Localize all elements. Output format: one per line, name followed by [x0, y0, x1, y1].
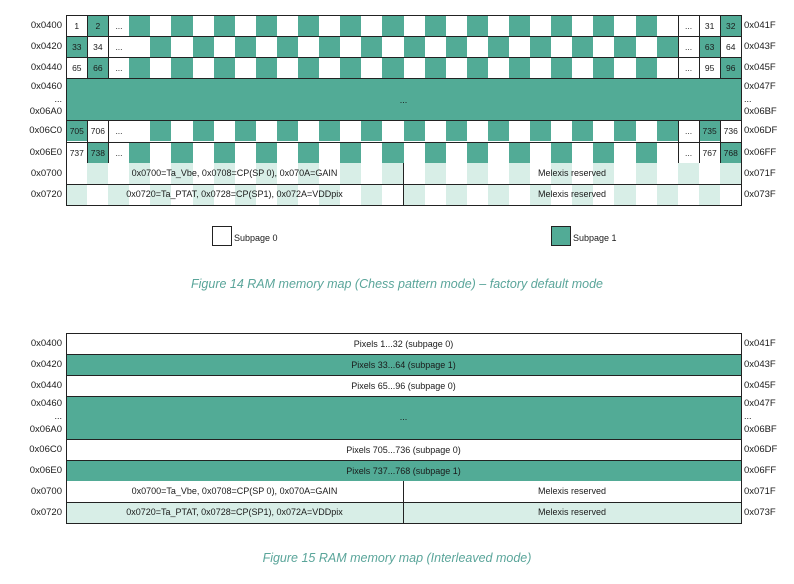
pixel-cell [488, 142, 510, 163]
pixel-cell [657, 142, 679, 163]
pixel-cell-labeled: 706 [87, 120, 109, 141]
pixel-cell [298, 15, 320, 36]
pixel-cell-labeled: 1 [66, 15, 88, 36]
pixel-cell [150, 15, 172, 36]
pixel-cell [214, 120, 236, 141]
start-address-label: 0x06E0 [29, 465, 62, 476]
gap-address-ellipsis: ... [744, 411, 752, 421]
pixel-cell [572, 142, 594, 163]
pixel-cell [193, 36, 215, 57]
start-address-label: 0x0720 [30, 189, 62, 200]
pixel-row-band: Pixels 1...32 (subpage 0) [66, 333, 741, 354]
pixel-cell [593, 57, 615, 78]
pixel-cell [593, 120, 615, 141]
pixel-cell [214, 36, 236, 57]
figure15-caption: Figure 15 RAM memory map (Interleaved mode) [262, 551, 532, 565]
grid-line [66, 354, 741, 355]
pixel-cell-labeled: ... [108, 142, 130, 163]
pixel-cell [340, 36, 362, 57]
pixel-cell [129, 57, 151, 78]
pixel-cell-labeled: 2 [87, 15, 109, 36]
pixel-cell [425, 142, 447, 163]
pixel-cell [193, 142, 215, 163]
pixel-cell [530, 57, 552, 78]
pixel-cell [488, 57, 510, 78]
pixel-cell [382, 142, 404, 163]
grid-line [87, 120, 88, 163]
pixel-cell-labeled: 32 [720, 15, 742, 36]
pixel-cell [593, 142, 615, 163]
pixel-cell [551, 120, 573, 141]
figure14-caption: Figure 14 RAM memory map (Chess pattern mode) – factory default mode [191, 277, 603, 291]
grid-line [699, 120, 700, 163]
pixel-cell [256, 15, 278, 36]
pixel-cell [657, 36, 679, 57]
pixel-cell [636, 36, 658, 57]
grid-line [66, 439, 741, 440]
pixel-cell [319, 15, 341, 36]
pixel-cell [235, 15, 257, 36]
gap-start-address: 0x0460 [30, 398, 62, 409]
pixel-cell [361, 15, 383, 36]
reserved-area-label: Melexis reserved [537, 189, 607, 199]
start-address-label: 0x0720 [30, 507, 62, 518]
gap-address-ellipsis: ... [54, 411, 62, 421]
gap-address-ellipsis: ... [54, 94, 62, 104]
pixel-cell [509, 142, 531, 163]
pixel-cell [214, 57, 236, 78]
pixel-cell [361, 57, 383, 78]
pixel-cell [404, 15, 426, 36]
grid-line [720, 120, 721, 163]
pixel-cell [425, 36, 447, 57]
pixel-cell [129, 36, 151, 57]
pixel-cell [446, 15, 468, 36]
pixel-cell [446, 36, 468, 57]
pixel-cell [446, 120, 468, 141]
pixel-cell [488, 120, 510, 141]
pixel-cell [404, 57, 426, 78]
grid-line [66, 333, 741, 334]
pixel-cell [425, 57, 447, 78]
pixel-row-band: Pixels 705...736 (subpage 0) [66, 439, 741, 460]
pixel-cell [150, 120, 172, 141]
pixel-cell [319, 36, 341, 57]
pixel-cell-labeled: ... [678, 120, 700, 141]
pixel-cell [636, 120, 658, 141]
start-address-label: 0x0440 [30, 62, 62, 73]
pixel-cell [425, 120, 447, 141]
start-address-label: 0x0700 [30, 168, 62, 179]
pixel-row-band: Pixels 65...96 (subpage 0) [66, 375, 741, 396]
pixel-cell [530, 120, 552, 141]
pixel-cell-labeled: 65 [66, 57, 88, 78]
pixel-cell [509, 15, 531, 36]
grid-line [66, 396, 741, 397]
end-address-label: 0x043F [744, 41, 776, 52]
pixel-cell-labeled: 95 [699, 57, 721, 78]
pixel-cell [509, 120, 531, 141]
grid-line [678, 15, 679, 78]
grid-line [66, 15, 67, 78]
grid-line [66, 460, 741, 461]
start-address-label: 0x0400 [30, 20, 62, 31]
pixel-cell [298, 120, 320, 141]
pixel-cell [404, 142, 426, 163]
grid-line [741, 15, 742, 78]
pixel-cell-labeled: 64 [720, 36, 742, 57]
pixel-cell [657, 15, 679, 36]
grid-line [741, 120, 742, 163]
pixel-cell [551, 15, 573, 36]
pixel-row-band: Pixels 737...768 (subpage 1) [66, 460, 741, 481]
pixel-cell [193, 15, 215, 36]
pixel-cell [636, 15, 658, 36]
pixel-cell [488, 36, 510, 57]
pixel-cell [530, 15, 552, 36]
pixel-cell [467, 15, 489, 36]
pixel-cell [277, 36, 299, 57]
pixel-cell [129, 15, 151, 36]
legend-swatch-subpage0 [212, 226, 232, 246]
pixel-cell [657, 120, 679, 141]
pixel-row-band: Pixels 33...64 (subpage 1) [66, 354, 741, 375]
pixel-cell [614, 36, 636, 57]
pixel-cell [340, 120, 362, 141]
reserved-area-label: Melexis reserved [537, 507, 607, 517]
pixel-cell [277, 15, 299, 36]
pixel-cell [382, 36, 404, 57]
end-address-label: 0x073F [744, 189, 776, 200]
pixel-cell [636, 57, 658, 78]
gap-ellipsis: ... [399, 95, 408, 105]
pixel-cell [235, 142, 257, 163]
grid-line [678, 120, 679, 163]
end-address-label: 0x043F [744, 359, 776, 370]
pixel-cell [171, 15, 193, 36]
pixel-cell [404, 36, 426, 57]
grid-line [66, 120, 67, 163]
pixel-cell [256, 36, 278, 57]
pixel-cell-labeled: 96 [720, 57, 742, 78]
pixel-cell [129, 142, 151, 163]
pixel-cell [614, 57, 636, 78]
end-address-label: 0x06FF [744, 147, 777, 158]
start-address-label: 0x0420 [30, 41, 62, 52]
grid-line [66, 57, 741, 58]
reserved-area-label: Melexis reserved [537, 168, 607, 178]
pixel-cell [193, 120, 215, 141]
pixel-cell [298, 36, 320, 57]
pixel-cell-labeled: ... [108, 15, 130, 36]
pixel-cell-labeled: 34 [87, 36, 109, 57]
pixel-cell [171, 36, 193, 57]
pixel-cell [214, 142, 236, 163]
grid-line [66, 120, 741, 121]
end-address-label: 0x071F [744, 486, 776, 497]
pixel-cell-labeled: ... [678, 57, 700, 78]
ram-register-description: 0x0720=Ta_PTAT, 0x0728=CP(SP1), 0x072A=VDDpix [126, 507, 343, 517]
pixel-cell [298, 142, 320, 163]
gap-start-address: 0x047F [744, 398, 776, 409]
pixel-cell [551, 57, 573, 78]
gap-end-address: 0x06BF [744, 106, 777, 117]
pixel-cell [467, 120, 489, 141]
pixel-cell [593, 15, 615, 36]
grid-line [66, 15, 741, 16]
pixel-cell [129, 120, 151, 141]
pixel-cell [530, 36, 552, 57]
pixel-cell [572, 36, 594, 57]
pixel-cell [551, 142, 573, 163]
end-address-label: 0x073F [744, 507, 776, 518]
grid-line [403, 163, 404, 205]
pixel-cell [382, 15, 404, 36]
legend-label-subpage0: Subpage 0 [234, 233, 278, 243]
end-address-label: 0x06FF [744, 465, 777, 476]
pixel-cell [657, 57, 679, 78]
ram-register-description: 0x0720=Ta_PTAT, 0x0728=CP(SP1), 0x072A=VDDpix [126, 189, 343, 199]
pixel-cell-labeled: 736 [720, 120, 742, 141]
pixel-cell [446, 57, 468, 78]
gap-address-ellipsis: ... [744, 94, 752, 104]
start-address-label: 0x06E0 [29, 147, 62, 158]
pixel-cell-labeled: ... [678, 15, 700, 36]
pixel-cell-labeled: 66 [87, 57, 109, 78]
gap-end-address: 0x06A0 [29, 106, 62, 117]
pixel-cell [235, 120, 257, 141]
pixel-cell [319, 120, 341, 141]
start-address-label: 0x0700 [30, 486, 62, 497]
pixel-cell [509, 57, 531, 78]
pixel-cell [614, 15, 636, 36]
pixel-cell [614, 142, 636, 163]
end-address-label: 0x06DF [744, 125, 778, 136]
reserved-area-label: Melexis reserved [537, 486, 607, 496]
pixel-cell [361, 120, 383, 141]
pixel-cell [171, 120, 193, 141]
ram-register-description: 0x0700=Ta_Vbe, 0x0708=CP(SP 0), 0x070A=GAIN [131, 486, 338, 496]
pixel-cell [530, 142, 552, 163]
gap-end-address: 0x06A0 [29, 424, 62, 435]
pixel-cell [572, 120, 594, 141]
pixel-cell [256, 120, 278, 141]
pixel-cell [235, 57, 257, 78]
start-address-label: 0x0400 [30, 338, 62, 349]
grid-line [720, 15, 721, 78]
legend-label-subpage1: Subpage 1 [573, 233, 617, 243]
pixel-cell [467, 57, 489, 78]
grid-line [699, 15, 700, 78]
pixel-cell-labeled: 31 [699, 15, 721, 36]
ram-register-description: 0x0700=Ta_Vbe, 0x0708=CP(SP 0), 0x070A=GAIN [131, 168, 338, 178]
pixel-cell [340, 15, 362, 36]
pixel-cell [150, 142, 172, 163]
gap-ellipsis: ... [399, 412, 408, 422]
pixel-cell [277, 57, 299, 78]
gap-end-address: 0x06BF [744, 424, 777, 435]
pixel-cell [572, 15, 594, 36]
pixel-cell-labeled: 768 [720, 142, 742, 163]
pixel-cell [593, 36, 615, 57]
grid-line [108, 120, 109, 163]
gap-start-address: 0x0460 [30, 81, 62, 92]
pixel-cell-labeled: 33 [66, 36, 88, 57]
pixel-cell [425, 15, 447, 36]
pixel-cell-labeled: 737 [66, 142, 88, 163]
pixel-cell [277, 142, 299, 163]
end-address-label: 0x06DF [744, 444, 778, 455]
start-address-label: 0x0420 [30, 359, 62, 370]
pixel-cell [171, 142, 193, 163]
pixel-cell-labeled: 738 [87, 142, 109, 163]
pixel-cell [150, 57, 172, 78]
pixel-cell [193, 57, 215, 78]
gap-start-address: 0x047F [744, 81, 776, 92]
pixel-cell-labeled: ... [108, 120, 130, 141]
pixel-cell [614, 120, 636, 141]
pixel-cell [467, 142, 489, 163]
pixel-cell [340, 57, 362, 78]
pixel-cell [382, 120, 404, 141]
pixel-cell-labeled: 705 [66, 120, 88, 141]
grid-line [108, 15, 109, 78]
end-address-label: 0x045F [744, 380, 776, 391]
pixel-cell [256, 142, 278, 163]
grid-line [87, 15, 88, 78]
pixel-cell [150, 36, 172, 57]
pixel-cell [636, 142, 658, 163]
pixel-cell-labeled: 63 [699, 36, 721, 57]
end-address-label: 0x071F [744, 168, 776, 179]
pixel-cell [319, 142, 341, 163]
end-address-label: 0x045F [744, 62, 776, 73]
start-address-label: 0x06C0 [29, 444, 62, 455]
pixel-cell [171, 57, 193, 78]
grid-line [403, 481, 404, 523]
pixel-cell-labeled: ... [108, 57, 130, 78]
pixel-cell [467, 36, 489, 57]
pixel-cell [361, 142, 383, 163]
pixel-cell [488, 15, 510, 36]
pixel-cell [319, 57, 341, 78]
pixel-cell [446, 142, 468, 163]
pixel-cell [509, 36, 531, 57]
pixel-cell-labeled: 767 [699, 142, 721, 163]
pixel-cell-labeled: ... [108, 36, 130, 57]
pixel-cell [214, 15, 236, 36]
pixel-cell [404, 120, 426, 141]
end-address-label: 0x041F [744, 20, 776, 31]
pixel-cell-labeled: 735 [699, 120, 721, 141]
start-address-label: 0x0440 [30, 380, 62, 391]
pixel-cell [256, 57, 278, 78]
pixel-cell [551, 36, 573, 57]
pixel-cell-labeled: ... [678, 142, 700, 163]
pixel-cell [382, 57, 404, 78]
pixel-cell-labeled: ... [678, 36, 700, 57]
pixel-cell [340, 142, 362, 163]
pixel-cell [235, 36, 257, 57]
grid-line [66, 36, 741, 37]
pixel-cell [298, 57, 320, 78]
pixel-cell [572, 57, 594, 78]
legend-swatch-subpage1 [551, 226, 571, 246]
grid-line [66, 142, 741, 143]
pixel-cell [361, 36, 383, 57]
pixel-cell [277, 120, 299, 141]
grid-line [66, 375, 741, 376]
start-address-label: 0x06C0 [29, 125, 62, 136]
end-address-label: 0x041F [744, 338, 776, 349]
